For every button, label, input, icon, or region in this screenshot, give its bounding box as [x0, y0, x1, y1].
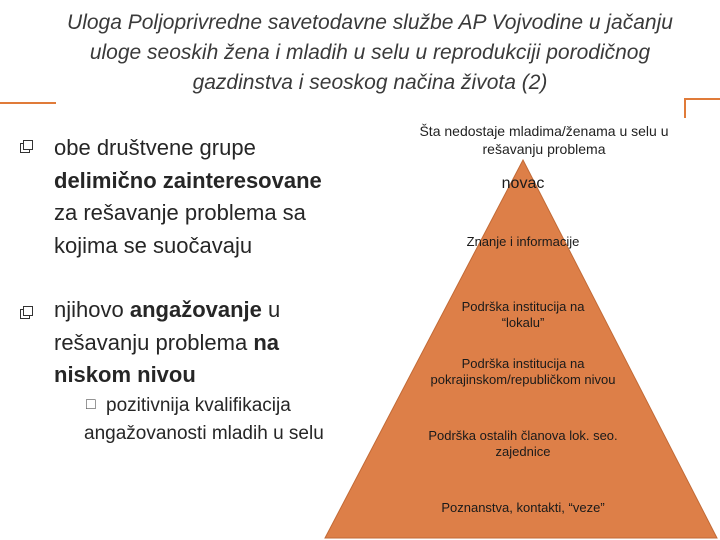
bullet-2-text-a: njihovo	[54, 297, 130, 322]
sub-bullet-icon: □	[86, 396, 96, 413]
bullet-2-text-b: u rešavanju problema	[54, 297, 281, 355]
pyramid-header: Šta nedostaje mladima/ženama u selu u rešavanju problema	[419, 123, 669, 157]
bullet-2-text-bold-a: angažovanje	[129, 297, 262, 322]
bullet-1-text-a: obe društvene grupe	[54, 135, 256, 160]
pyramid-shape	[325, 160, 717, 538]
pyramid-level-5: Podrška ostalih članova lok. seo. zajednice	[428, 428, 618, 459]
bullet-2-text-bold-b: na niskom nivou	[54, 329, 280, 387]
pyramid-level-1: novac	[501, 175, 545, 192]
bullet-1-text-bold: delimično zainteresovane	[54, 167, 322, 193]
bullet-1-text-b: za rešavanje problema sa kojima se suočavaju	[54, 200, 306, 258]
pyramid-level-3: Podrška institucija na “lokalu”	[461, 299, 585, 330]
sub-bullet-text: pozitivnija kvalifikacija angažovanosti mladih u selu	[84, 395, 324, 444]
pyramid-level-2: Znanje i informacije	[466, 234, 580, 249]
slide-title: Uloga Poljoprivredne savetodavne službe AP Vojvodine u jačanju uloge seoskih žena i mladih u selu u reprodukciji porodičnog gazdinstva i seoskog načina života (2)	[67, 11, 673, 94]
pyramid-level-4: Podrška institucija na pokrajinskom/republičkom nivou	[430, 356, 616, 387]
pyramid-level-6: Poznanstva, kontakti, “veze”	[441, 500, 605, 515]
